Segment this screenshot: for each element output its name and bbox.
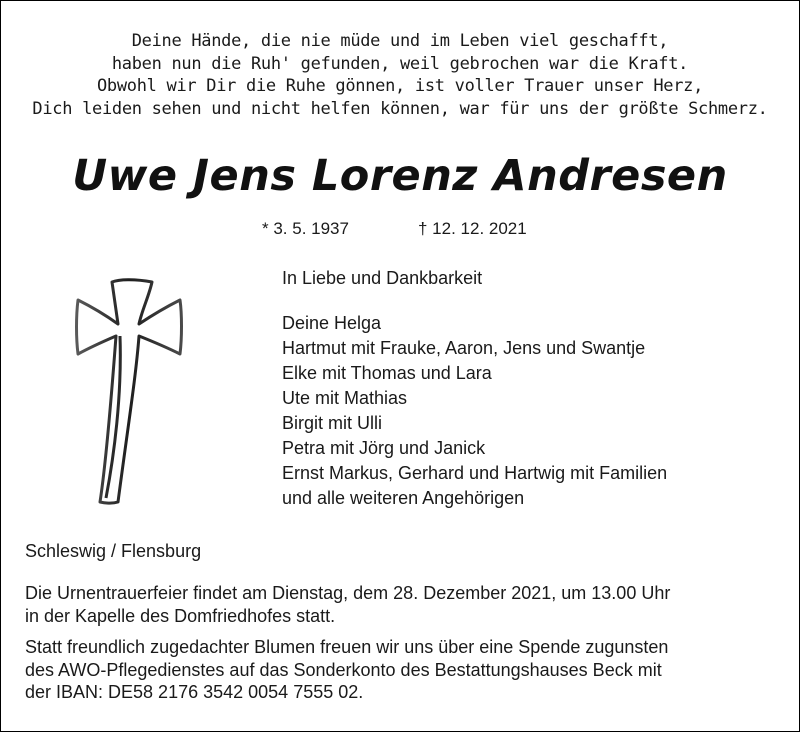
place: Schleswig / Flensburg [25, 541, 202, 561]
family-member: Ute mit Mathias [282, 388, 408, 408]
family-member: Hartmut mit Frauke, Aaron, Jens und Swantje [282, 338, 646, 358]
poem [0, 30, 800, 120]
family-member: Petra mit Jörg und Janick [282, 438, 486, 458]
family-member: Elke mit Thomas und Lara [282, 363, 492, 383]
donation-line: Statt freundlich zugedachter Blumen freuen wir uns über eine Spende zugunsten [25, 637, 669, 657]
family-member: Deine Helga [282, 313, 382, 333]
ceremony-line: in der Kapelle des Domfriedhofes statt. [25, 605, 336, 626]
poem-line: Obwohl wir Dir die Ruhe gönnen, ist voller Trauer unser Herz, [96, 76, 704, 96]
family-member: Ernst Markus, Gerhard und Hartwig mit Familien [282, 463, 668, 483]
family-intro: In Liebe und Dankbarkeit [282, 268, 483, 288]
death-date: † 12. 12. 2021 [418, 219, 527, 238]
poem-line: haben nun die Ruh' gefunden, weil gebrochen war die Kraft. [111, 53, 689, 74]
donation-line: der IBAN: DE58 2176 3542 0054 7555 02. [25, 682, 364, 702]
donation-line: des AWO-Pflegedienstes auf das Sonderkonto des Bestattungshauses Beck mit [25, 659, 662, 680]
cross-icon [74, 276, 184, 508]
family-member: und alle weiteren Angehörigen [282, 488, 525, 508]
birth-date: * 3. 5. 1937 [262, 219, 349, 238]
family-section [282, 266, 667, 511]
poem-line: Deine Hände, die nie müde und im Leben viel geschafft, [131, 31, 669, 51]
ceremony-info [25, 582, 795, 627]
deceased-name: Uwe Jens Lorenz Andresen [72, 151, 728, 201]
poem-line: Dich leiden sehen und nicht helfen können, war für uns der größte Schmerz. [32, 98, 768, 119]
donation-info [25, 636, 795, 704]
ceremony-line: Die Urnentrauerfeier findet am Dienstag, dem 28. Dezember 2021, um 13.00 Uhr [25, 583, 671, 603]
family-member: Birgit mit Ulli [282, 413, 383, 433]
